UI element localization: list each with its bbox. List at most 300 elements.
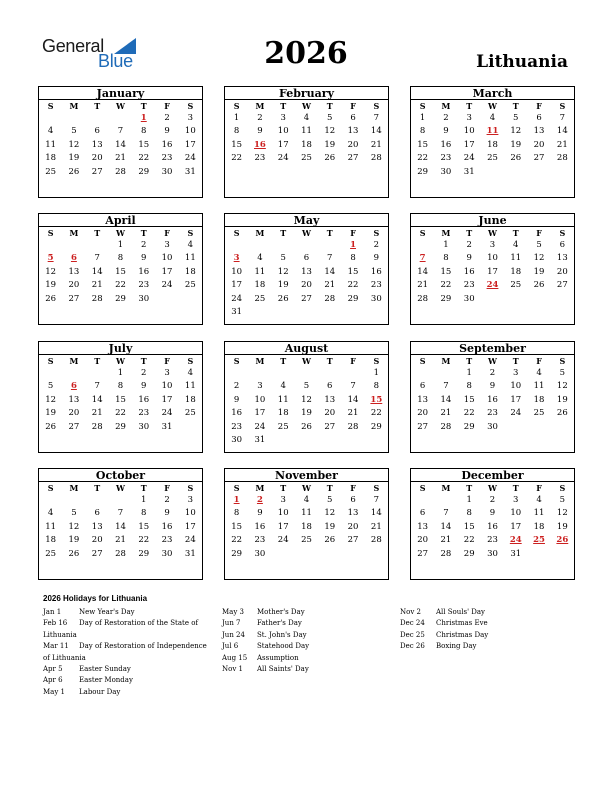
week-row xyxy=(39,252,202,265)
day-cell: 3 xyxy=(187,113,194,123)
day-cell: 1 xyxy=(466,495,472,505)
day-cell: 2 xyxy=(443,113,449,123)
day-cell: 23 xyxy=(231,421,243,432)
holiday-item xyxy=(222,607,392,618)
holiday-column xyxy=(43,607,221,698)
weekday-header-row xyxy=(225,100,388,112)
day-cell: 30 xyxy=(370,293,382,304)
weekday-label: S xyxy=(559,356,566,366)
day-cell: 11 xyxy=(184,253,196,264)
day-cell: 6 xyxy=(94,126,100,137)
holiday-day-cell: 3 xyxy=(233,253,240,264)
week-row xyxy=(225,139,388,152)
day-cell: 15 xyxy=(138,521,150,532)
day-cell: 25 xyxy=(184,408,196,419)
day-cell: 5 xyxy=(327,113,333,123)
day-cell: 4 xyxy=(187,240,194,250)
month-june xyxy=(410,213,575,325)
weekday-label: F xyxy=(536,101,542,111)
empty-day-cell xyxy=(434,494,457,507)
week-row xyxy=(225,152,388,165)
holiday-date: Nov 2 xyxy=(400,608,421,616)
weekday-header-row xyxy=(39,100,202,112)
day-cell: 3 xyxy=(257,381,263,392)
day-cell: 22 xyxy=(463,408,475,419)
empty-day-cell xyxy=(295,306,318,319)
calendar-country: Lithuania xyxy=(476,52,568,72)
day-cell: 22 xyxy=(417,153,429,164)
day-cell: 12 xyxy=(277,266,289,277)
day-cell: 2 xyxy=(141,368,147,378)
empty-day-cell xyxy=(527,421,550,434)
day-cell: 5 xyxy=(71,508,77,519)
holiday-name: Easter Sunday xyxy=(79,665,131,674)
empty-day-cell xyxy=(109,494,132,507)
day-cell: 5 xyxy=(280,253,286,264)
week-row xyxy=(411,266,574,279)
day-cell: 17 xyxy=(463,139,475,150)
week-row xyxy=(39,494,202,507)
holiday-day-cell: 1 xyxy=(350,240,356,250)
holiday-name: Easter Monday xyxy=(79,676,133,685)
day-cell: 29 xyxy=(463,548,475,559)
day-cell: 30 xyxy=(161,548,173,559)
day-cell: 22 xyxy=(115,280,126,291)
day-cell: 12 xyxy=(324,126,336,137)
empty-day-cell xyxy=(481,293,504,306)
week-row xyxy=(39,421,202,434)
weekday-label: S xyxy=(419,101,426,111)
day-cell: 12 xyxy=(68,521,80,532)
day-cell: 3 xyxy=(513,495,519,505)
holiday-item xyxy=(222,664,392,675)
weekday-label: S xyxy=(373,101,380,111)
week-row xyxy=(411,380,574,393)
weekday-label: M xyxy=(69,356,79,366)
day-cell: 22 xyxy=(370,408,382,419)
day-cell: 21 xyxy=(370,139,382,150)
weekday-label: T xyxy=(466,356,473,366)
day-cell: 18 xyxy=(510,266,522,277)
day-cell: 7 xyxy=(94,381,100,392)
month-october xyxy=(38,468,203,580)
week-row xyxy=(39,279,202,292)
day-cell: 24 xyxy=(463,153,475,164)
empty-day-cell xyxy=(86,112,109,125)
month-title: March xyxy=(411,87,574,100)
day-cell: 4 xyxy=(536,495,542,505)
holiday-item xyxy=(43,618,221,629)
day-cell: 13 xyxy=(324,394,336,405)
day-cell: 8 xyxy=(141,126,147,137)
holiday-name-continuation: of Lithuania xyxy=(43,653,86,662)
day-cell: 11 xyxy=(533,381,545,392)
day-cell: 28 xyxy=(347,421,359,432)
weekday-label: F xyxy=(350,356,356,366)
day-cell: 31 xyxy=(161,421,173,432)
empty-day-cell xyxy=(365,306,388,319)
week-row xyxy=(411,494,574,507)
day-cell: 31 xyxy=(231,306,243,317)
weekday-label: F xyxy=(536,356,542,366)
day-cell: 21 xyxy=(417,280,429,291)
day-cell: 25 xyxy=(301,153,312,164)
weekday-label: T xyxy=(512,101,519,111)
weekday-label: W xyxy=(487,483,497,493)
day-cell: 16 xyxy=(370,266,382,277)
week-row xyxy=(225,494,388,507)
day-cell: 15 xyxy=(347,266,359,277)
day-cell: 5 xyxy=(303,381,310,392)
day-cell: 27 xyxy=(417,548,429,559)
week-row xyxy=(39,394,202,407)
holiday-item xyxy=(222,630,392,641)
empty-day-cell xyxy=(318,434,341,447)
day-cell: 15 xyxy=(440,266,452,277)
holiday-name: All Souls' Day xyxy=(436,608,485,616)
day-cell: 25 xyxy=(45,166,57,177)
holiday-item xyxy=(222,641,392,652)
day-cell: 8 xyxy=(373,381,380,392)
empty-day-cell xyxy=(295,548,318,561)
day-cell: 8 xyxy=(117,253,124,264)
weekday-label: F xyxy=(350,228,356,238)
empty-day-cell xyxy=(365,548,388,561)
weekday-label: M xyxy=(255,483,265,493)
day-cell: 8 xyxy=(233,126,240,137)
day-cell: 24 xyxy=(277,153,289,164)
weekday-label: F xyxy=(164,101,170,111)
empty-day-cell xyxy=(411,494,434,507)
day-cell: 13 xyxy=(91,139,103,150)
day-cell: 9 xyxy=(164,508,170,519)
day-cell: 13 xyxy=(91,521,103,532)
weekday-label: T xyxy=(94,356,101,366)
day-cell: 16 xyxy=(138,266,150,277)
week-row xyxy=(411,112,574,125)
holiday-name: Boxing Day xyxy=(436,642,477,651)
holiday-name: Statehood Day xyxy=(257,642,310,651)
week-row xyxy=(411,534,574,547)
empty-day-cell xyxy=(86,494,109,507)
weekday-label: F xyxy=(350,101,356,111)
holiday-date: Feb 16 xyxy=(43,619,68,628)
day-cell: 3 xyxy=(466,113,472,123)
weekday-header-row xyxy=(225,227,388,239)
weekday-label: T xyxy=(326,483,333,493)
day-cell: 13 xyxy=(68,394,80,405)
day-cell: 2 xyxy=(466,240,472,250)
day-cell: 22 xyxy=(347,280,359,291)
weekday-label: M xyxy=(69,483,79,493)
day-cell: 24 xyxy=(161,408,173,419)
day-cell: 18 xyxy=(45,535,57,546)
weekday-label: S xyxy=(233,101,240,111)
day-cell: 14 xyxy=(91,394,103,405)
empty-day-cell xyxy=(551,293,574,306)
holiday-date: Apr 6 xyxy=(43,676,63,685)
weekday-label: T xyxy=(466,101,473,111)
empty-day-cell xyxy=(504,293,527,306)
holiday-item xyxy=(43,664,221,675)
weekday-header-row xyxy=(39,355,202,367)
day-cell: 20 xyxy=(91,535,103,546)
weekday-label: T xyxy=(140,101,147,111)
day-cell: 28 xyxy=(440,548,452,559)
day-cell: 16 xyxy=(440,139,452,150)
weekday-label: F xyxy=(350,483,356,493)
day-cell: 27 xyxy=(556,280,568,291)
day-cell: 10 xyxy=(277,126,289,137)
day-cell: 3 xyxy=(164,240,170,250)
day-cell: 4 xyxy=(513,240,519,250)
day-cell: 3 xyxy=(164,368,170,378)
day-cell: 22 xyxy=(231,153,243,164)
day-cell: 1 xyxy=(373,368,380,378)
weekday-label: T xyxy=(280,228,287,238)
week-row xyxy=(39,534,202,547)
day-cell: 1 xyxy=(443,240,449,250)
week-row xyxy=(39,166,202,179)
weekday-label: M xyxy=(255,356,265,366)
day-cell: 10 xyxy=(184,126,196,137)
empty-day-cell xyxy=(39,112,62,125)
day-cell: 4 xyxy=(489,113,496,123)
day-cell: 16 xyxy=(487,394,498,405)
day-cell: 9 xyxy=(257,126,263,137)
weekday-label: W xyxy=(301,101,311,111)
empty-day-cell xyxy=(109,112,132,125)
holiday-day-cell: 6 xyxy=(70,253,77,264)
weekday-label: T xyxy=(280,101,287,111)
holiday-day-cell: 24 xyxy=(509,535,522,546)
day-cell: 24 xyxy=(254,421,266,432)
day-cell: 28 xyxy=(324,293,336,304)
day-cell: 29 xyxy=(138,548,150,559)
day-cell: 24 xyxy=(184,153,196,164)
weekday-label: T xyxy=(140,356,147,366)
week-row xyxy=(225,306,388,319)
day-cell: 21 xyxy=(324,280,336,291)
weekday-label: M xyxy=(441,483,451,493)
weekday-label: S xyxy=(373,483,380,493)
day-cell: 19 xyxy=(533,266,545,277)
month-title: July xyxy=(39,342,202,355)
week-row xyxy=(39,548,202,561)
day-cell: 28 xyxy=(91,293,103,304)
day-cell: 15 xyxy=(115,394,126,405)
empty-day-cell xyxy=(341,434,364,447)
weekday-label: T xyxy=(280,483,287,493)
weekday-label: M xyxy=(441,356,451,366)
holiday-item xyxy=(43,607,221,618)
holiday-name: Day of Restoration of Independence xyxy=(79,642,207,651)
day-cell: 10 xyxy=(254,394,266,405)
empty-day-cell xyxy=(318,548,341,561)
weekday-label: S xyxy=(419,228,426,238)
holiday-item xyxy=(43,687,221,698)
day-cell: 23 xyxy=(463,280,475,291)
day-cell: 26 xyxy=(68,548,80,559)
day-cell: 14 xyxy=(440,394,452,405)
day-cell: 7 xyxy=(350,381,356,392)
holiday-date: Apr 5 xyxy=(43,665,63,674)
day-cell: 21 xyxy=(556,139,568,150)
day-cell: 20 xyxy=(68,408,80,419)
day-cell: 2 xyxy=(233,381,240,392)
day-cell: 2 xyxy=(489,495,496,505)
holiday-item xyxy=(222,653,392,664)
empty-day-cell xyxy=(39,239,62,252)
day-cell: 27 xyxy=(68,421,80,432)
day-cell: 5 xyxy=(559,495,566,505)
day-cell: 25 xyxy=(533,408,545,419)
weekday-label: M xyxy=(441,228,451,238)
day-cell: 20 xyxy=(68,280,80,291)
empty-day-cell xyxy=(62,112,85,125)
day-cell: 26 xyxy=(324,535,336,546)
day-cell: 4 xyxy=(280,381,286,392)
day-cell: 12 xyxy=(324,508,336,519)
holiday-date: Aug 15 xyxy=(222,653,248,662)
day-cell: 18 xyxy=(45,153,57,164)
weekday-label: W xyxy=(115,356,125,366)
week-row xyxy=(225,125,388,138)
week-row xyxy=(411,139,574,152)
week-row xyxy=(39,407,202,420)
day-cell: 16 xyxy=(161,521,173,532)
day-cell: 7 xyxy=(443,381,449,392)
day-cell: 27 xyxy=(324,421,336,432)
weekday-label: M xyxy=(441,101,451,111)
day-cell: 15 xyxy=(115,266,126,277)
day-cell: 13 xyxy=(301,266,312,277)
month-title: September xyxy=(411,342,574,355)
day-cell: 19 xyxy=(324,521,336,532)
holiday-day-cell: 25 xyxy=(533,535,545,546)
day-cell: 19 xyxy=(277,280,289,291)
week-row xyxy=(411,152,574,165)
empty-day-cell xyxy=(62,239,85,252)
day-cell: 5 xyxy=(71,126,77,137)
holiday-date: Jun 7 xyxy=(222,619,241,628)
day-cell: 17 xyxy=(161,394,173,405)
weekday-label: T xyxy=(94,483,101,493)
weekday-header-row xyxy=(411,100,574,112)
day-cell: 12 xyxy=(556,381,568,392)
day-cell: 11 xyxy=(184,381,196,392)
holiday-item xyxy=(400,618,570,629)
day-cell: 6 xyxy=(419,381,426,392)
weekday-header-row xyxy=(411,227,574,239)
weekday-label: S xyxy=(47,483,54,493)
week-row xyxy=(411,125,574,138)
week-row xyxy=(39,521,202,534)
day-cell: 22 xyxy=(463,535,475,546)
empty-day-cell xyxy=(551,166,574,179)
weekday-label: T xyxy=(94,228,101,238)
day-cell: 9 xyxy=(489,381,496,392)
holiday-name-continuation: Lithuania xyxy=(43,630,77,639)
holiday-day-cell: 2 xyxy=(256,495,263,505)
holiday-item xyxy=(400,630,570,641)
empty-day-cell xyxy=(272,434,295,447)
day-cell: 7 xyxy=(117,508,124,519)
day-cell: 22 xyxy=(115,408,126,419)
day-cell: 4 xyxy=(47,126,54,137)
holiday-date: Dec 25 xyxy=(400,630,425,639)
weekday-label: T xyxy=(280,356,287,366)
week-row xyxy=(411,521,574,534)
empty-day-cell xyxy=(365,434,388,447)
empty-day-cell xyxy=(62,494,85,507)
week-row xyxy=(39,266,202,279)
empty-day-cell xyxy=(62,367,85,380)
week-row xyxy=(225,367,388,380)
empty-day-cell xyxy=(411,239,434,252)
holiday-name: Assumption xyxy=(257,653,299,662)
empty-day-cell xyxy=(272,548,295,561)
day-cell: 18 xyxy=(301,521,312,532)
day-cell: 15 xyxy=(463,521,475,532)
week-row xyxy=(411,293,574,306)
day-cell: 10 xyxy=(463,126,475,137)
day-cell: 7 xyxy=(327,253,333,264)
empty-day-cell xyxy=(341,367,364,380)
day-cell: 15 xyxy=(463,394,475,405)
day-cell: 26 xyxy=(45,293,57,304)
day-cell: 11 xyxy=(45,139,57,150)
weekday-label: S xyxy=(233,356,240,366)
day-cell: 30 xyxy=(487,421,498,432)
day-cell: 4 xyxy=(536,368,542,378)
weekday-label: F xyxy=(164,483,170,493)
day-cell: 17 xyxy=(231,280,243,291)
day-cell: 17 xyxy=(510,394,522,405)
holiday-day-cell: 7 xyxy=(419,253,426,264)
holiday-name: New Year's Day xyxy=(79,608,135,616)
day-cell: 11 xyxy=(254,266,266,277)
day-cell: 8 xyxy=(233,508,240,519)
day-cell: 30 xyxy=(231,434,243,445)
day-cell: 2 xyxy=(164,495,170,505)
day-cell: 25 xyxy=(277,421,289,432)
holidays-title: 2026 Holidays for Lithuania xyxy=(43,594,148,603)
weekday-label: S xyxy=(187,101,194,111)
day-cell: 6 xyxy=(536,113,542,123)
weekday-label: T xyxy=(466,483,473,493)
day-cell: 24 xyxy=(277,535,289,546)
day-cell: 4 xyxy=(257,253,263,264)
month-february xyxy=(224,86,389,198)
day-cell: 3 xyxy=(187,495,194,505)
holiday-item xyxy=(43,641,221,652)
day-cell: 23 xyxy=(138,280,150,291)
day-cell: 13 xyxy=(417,394,429,405)
week-row xyxy=(225,252,388,265)
empty-day-cell xyxy=(341,306,364,319)
logo-blue-text: Blue xyxy=(98,51,133,71)
week-row xyxy=(39,367,202,380)
week-row xyxy=(411,252,574,265)
day-cell: 12 xyxy=(68,139,80,150)
empty-day-cell xyxy=(248,239,271,252)
day-cell: 7 xyxy=(443,508,449,519)
day-cell: 20 xyxy=(324,408,336,419)
day-cell: 19 xyxy=(45,408,57,419)
day-cell: 6 xyxy=(327,381,333,392)
day-cell: 7 xyxy=(559,113,566,123)
